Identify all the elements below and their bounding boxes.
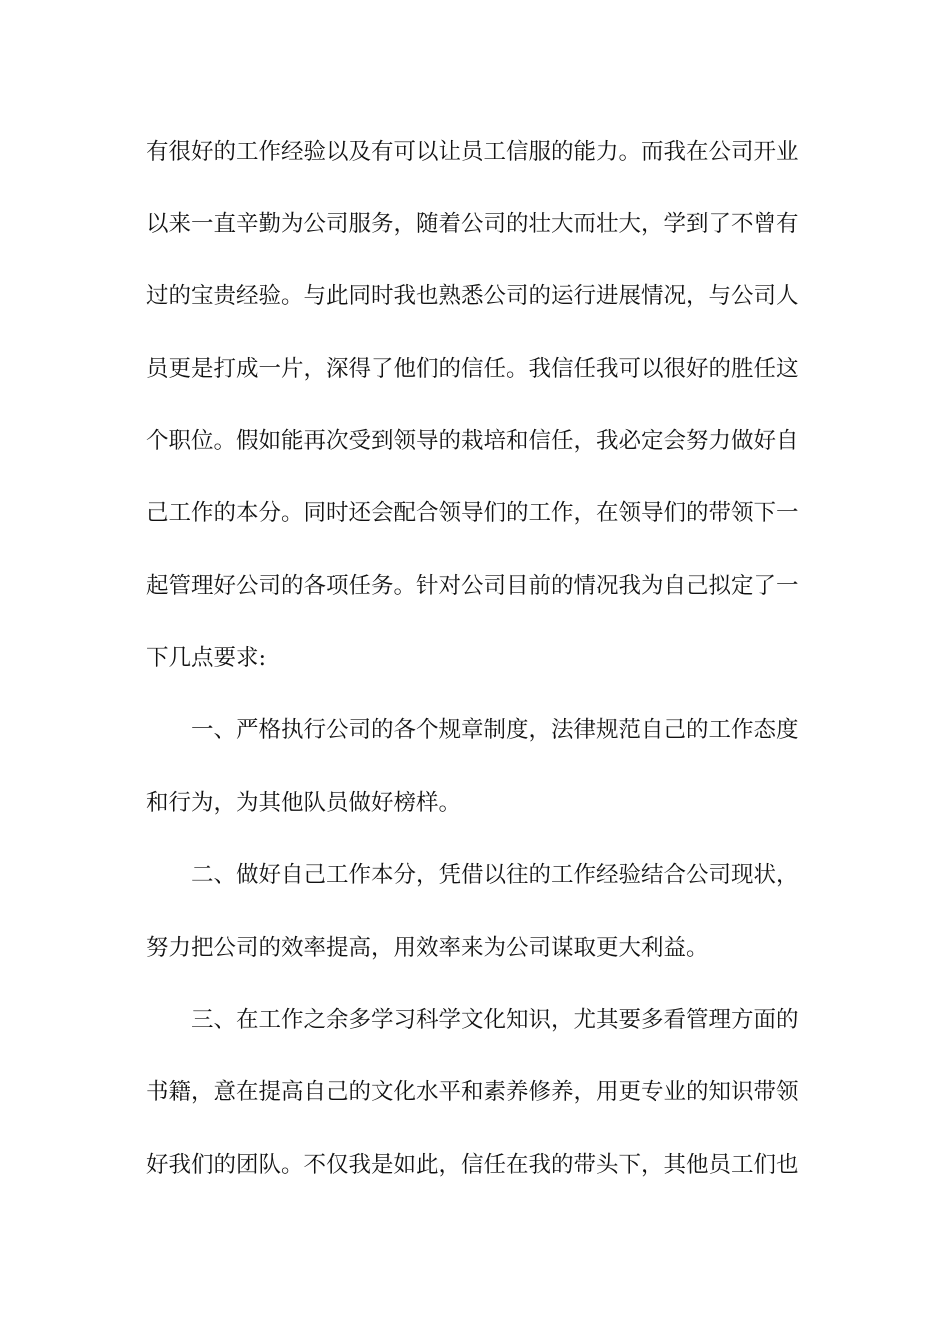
body-text-line: 以来一直辛勤为公司服务，随着公司的壮大而壮大，学到了不曾有 bbox=[146, 211, 799, 237]
body-text-line: 过的宝贵经验。与此同时我也熟悉公司的运行进展情况，与公司人 bbox=[146, 283, 799, 309]
body-text-line: 好我们的团队。不仅我是如此，信任在我的带头下，其他员工们也 bbox=[146, 1152, 799, 1178]
list-item-two: 二、做好自己工作本分，凭借以往的工作经验结合公司现状， bbox=[191, 862, 799, 888]
body-text-line: 努力把公司的效率提高，用效率来为公司谋取更大利益。 bbox=[146, 935, 709, 961]
list-item-one: 一、严格执行公司的各个规章制度，法律规范自己的工作态度 bbox=[191, 717, 799, 743]
list-item-three: 三、在工作之余多学习科学文化知识，尤其要多看管理方面的 bbox=[191, 1007, 799, 1033]
body-text-line: 己工作的本分。同时还会配合领导们的工作，在领导们的带领下一 bbox=[146, 500, 799, 526]
body-text-line: 书籍，意在提高自己的文化水平和素养修养，用更专业的知识带领 bbox=[146, 1079, 799, 1105]
body-text-line: 下几点要求: bbox=[146, 645, 267, 671]
body-text-line: 起管理好公司的各项任务。针对公司目前的情况我为自己拟定了一 bbox=[146, 573, 799, 599]
body-text-line: 和行为，为其他队员做好榜样。 bbox=[146, 790, 462, 816]
body-text-line: 员更是打成一片，深得了他们的信任。我信任我可以很好的胜任这 bbox=[146, 356, 799, 382]
body-text-line: 有很好的工作经验以及有可以让员工信服的能力。而我在公司开业 bbox=[146, 139, 799, 165]
body-text-line: 个职位。假如能再次受到领导的栽培和信任，我必定会努力做好自 bbox=[146, 428, 799, 454]
